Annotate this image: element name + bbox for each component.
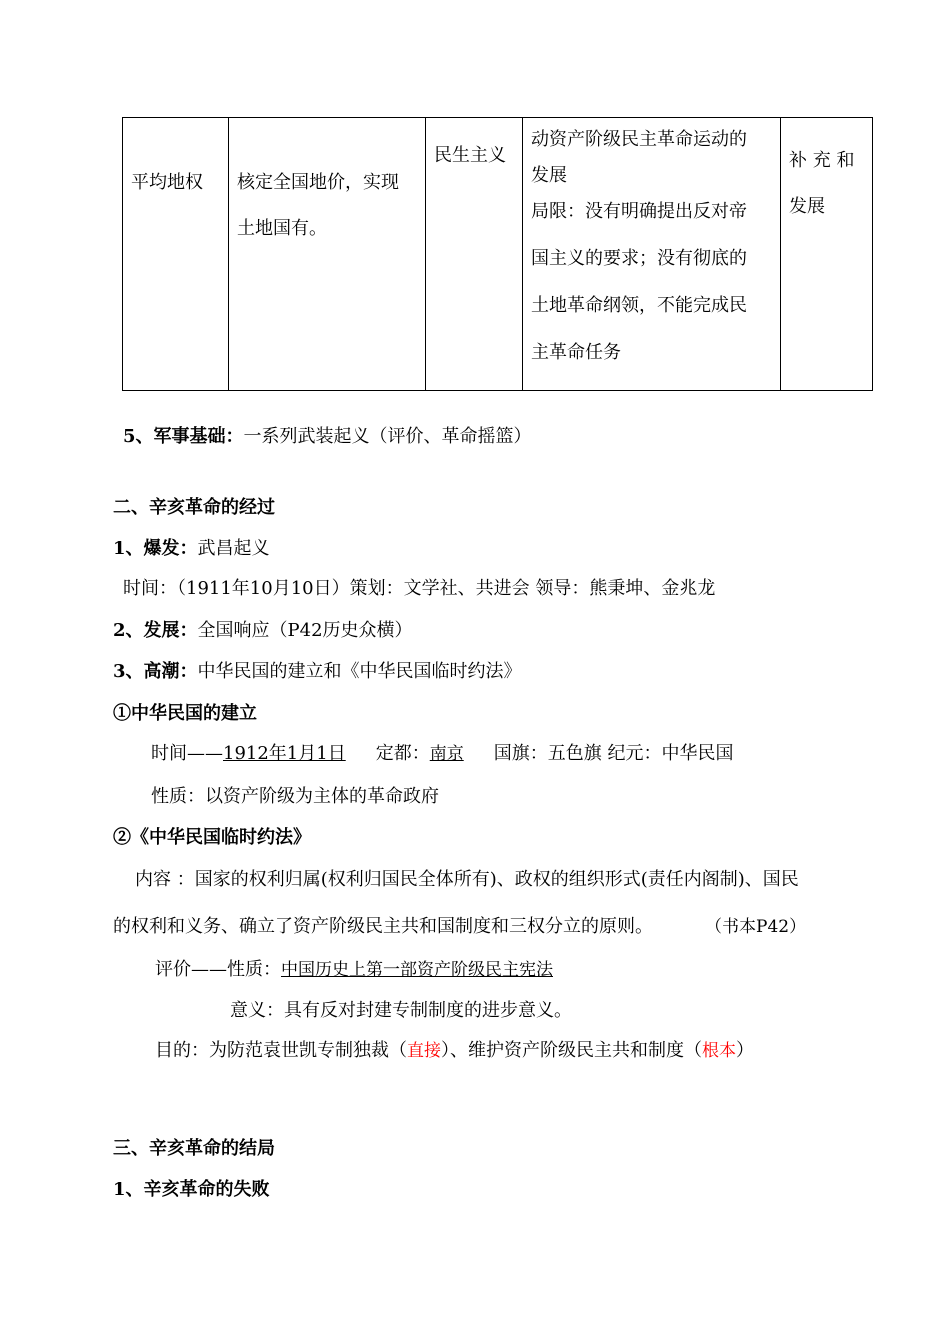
cell-evaluation-line: 土地革命纲领，不能完成民 (531, 295, 747, 316)
cell-program-text: 平均地权 (131, 172, 203, 193)
development-line: 2、发展：全国响应（P42历史众横） (113, 620, 413, 641)
cell-evaluation-line: 国主义的要求；没有彻底的 (531, 248, 747, 269)
evaluation-line: 评价——性质：中国历史上第一部资产阶级民主宪法 (155, 959, 553, 980)
cell-evaluation-line: 主革命任务 (531, 342, 621, 363)
purpose-root: 根本 (702, 1041, 736, 1061)
cell-evaluation-line: 局限：没有明确提出反对帝 (531, 201, 747, 222)
time-line: 时间：（1911年10月10日）策划：文学社、共进会 领导：熊秉坤、金兆龙 (123, 578, 716, 599)
cell-content-line: 土地国有。 (237, 218, 327, 239)
cell-evaluation (523, 118, 781, 391)
cell-note-line: 发展 (789, 196, 825, 217)
cell-program (123, 118, 229, 391)
military-line: 5、军事基础：一系列武装起义（评价、革命摇篮） (123, 426, 532, 447)
outbreak-line: 1、爆发：武昌起义 (113, 538, 270, 559)
roc-title: ①中华民国的建立 (113, 703, 257, 724)
constitution-content-1: 内容 ：国家的权利归属(权利归国民全体所有)、政权的组织形式(责任内阁制)、国民 (135, 869, 799, 890)
table-row (123, 118, 873, 391)
roc-founding-line: 时间——1912年1月1日 定都：南京 国旗：五色旗 纪元：中华民国 (151, 743, 734, 764)
cell-principle-text: 民生主义 (434, 145, 506, 166)
capital-city: 南京 (429, 744, 464, 764)
section2-title: 二、辛亥革命的经过 (113, 497, 275, 518)
section3-title: 三、辛亥革命的结局 (113, 1138, 275, 1159)
cell-note (781, 118, 873, 391)
purpose-direct: 直接 (407, 1041, 441, 1061)
founding-date: 1912年1月1日 (223, 743, 346, 764)
cell-principle (426, 118, 523, 391)
roc-nature: 性质：以资产阶级为主体的革命政府 (151, 786, 439, 807)
cell-content (229, 118, 426, 391)
cell-evaluation-line: 动资产阶级民主革命运动的 (531, 129, 747, 150)
cell-evaluation-line: 发展 (531, 165, 567, 186)
evaluation-nature: 中国历史上第一部资产阶级民主宪法 (281, 960, 553, 980)
failure-heading: 1、辛亥革命的失败 (113, 1179, 270, 1200)
program-table (122, 117, 873, 391)
constitution-title: ②《中华民国临时约法》 (113, 827, 311, 848)
cell-note-line: 补 充 和 (789, 150, 855, 171)
climax-line: 3、高潮：中华民国的建立和《中华民国临时约法》 (113, 661, 522, 682)
constitution-content-2: 的权利和义务、确立了资产阶级民主共和国制度和三权分立的原则。 （书本P42） (113, 916, 807, 937)
book-reference: （书本P42） (705, 917, 807, 937)
significance-line: 意义：具有反对封建专制制度的进步意义。 (230, 1000, 572, 1021)
cell-content-line: 核定全国地价，实现 (237, 172, 399, 193)
purpose-line: 目的：为防范袁世凯专制独裁（直接）、维护资产阶级民主共和制度（根本） (155, 1040, 754, 1061)
